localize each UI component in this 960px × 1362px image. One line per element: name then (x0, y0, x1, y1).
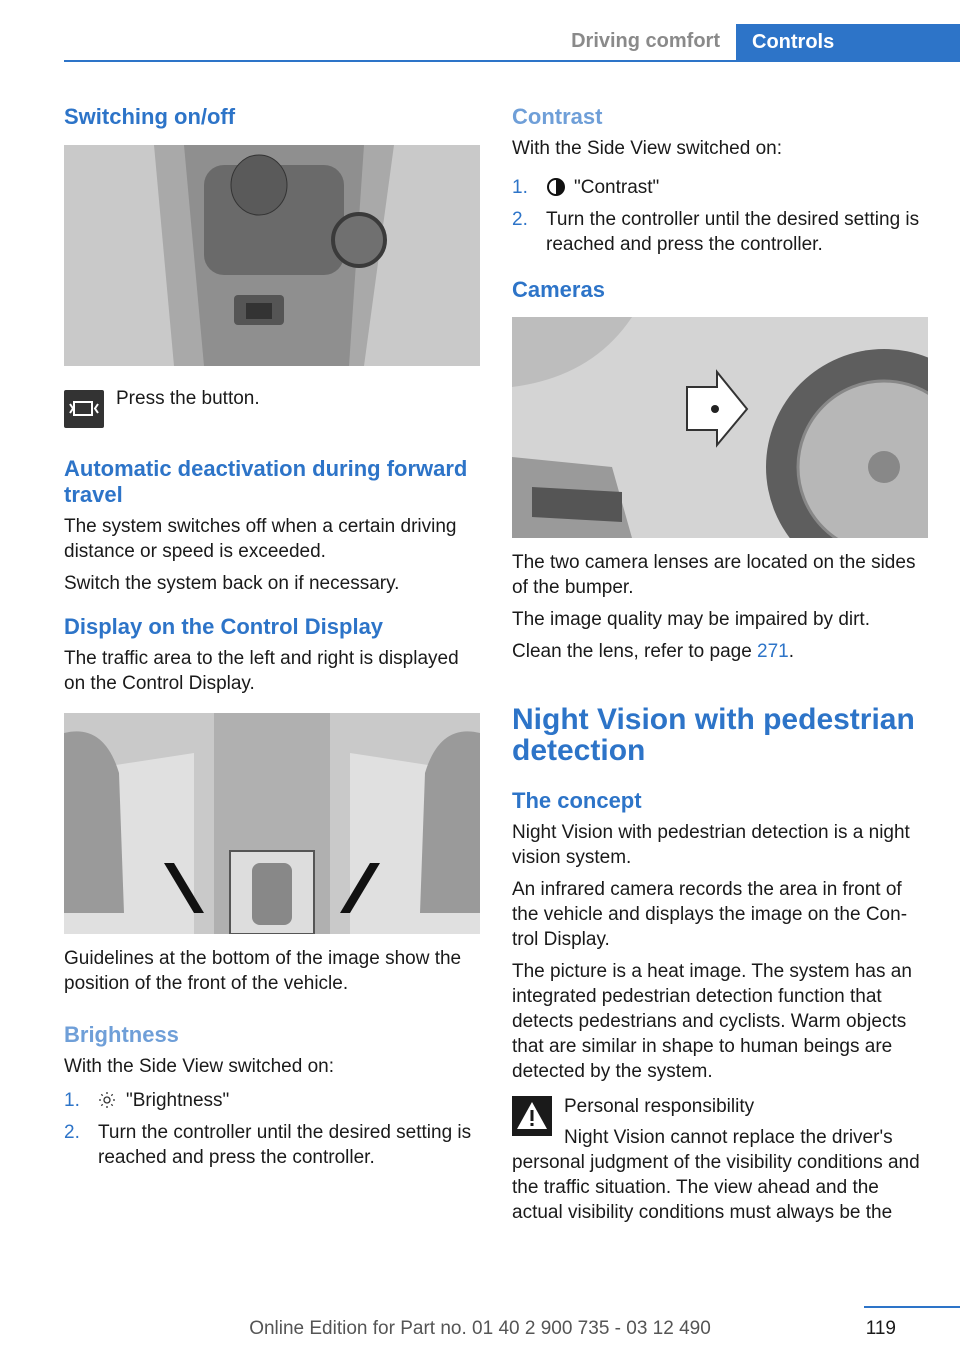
switching-heading: Switching on/off (64, 104, 236, 129)
camera-location-image (512, 317, 928, 538)
auto-p1: The system switches off when a certain driving distance or speed is exceeded. (64, 516, 457, 562)
brightness-heading: Brightness (64, 1022, 179, 1047)
display-heading: Display on the Control Display (64, 614, 384, 639)
contrast-heading: Contrast (512, 104, 603, 129)
contrast-icon (546, 175, 574, 200)
concept-p2: An infrared camera records the area in front of the vehicle and displays the image on the Con-trol Display. (512, 879, 908, 950)
press-button-text: Press the button. (116, 388, 260, 409)
contrast-step-1: 1. "Contrast" (512, 177, 660, 198)
console-image (64, 145, 480, 366)
brightness-step-1: 1. "Brightness" (64, 1090, 230, 1111)
display-p1: The traffic area to the left and right is displayed on the Control Display. (64, 648, 459, 694)
brightness-step-2: 2. Turn the controller until the desired setting is reached and press the controller. (64, 1122, 472, 1168)
brightness-intro: With the Side View switched on: (64, 1056, 335, 1077)
warning-block (512, 1094, 928, 1225)
footer-rule (864, 1306, 960, 1308)
concept-p1: Night Vision with pedestrian detection is a night vision system. (512, 822, 910, 868)
concept-heading: The concept (512, 788, 642, 813)
brightness-steps (64, 1088, 480, 1170)
cameras-heading: Cameras (512, 277, 605, 302)
side-view-display-image (64, 713, 480, 934)
warning-text-1: Night Vision cannot replace the driver's (564, 1127, 893, 1148)
header-tab-controls[interactable]: Controls (736, 24, 960, 62)
header-section: Driving comfort (571, 30, 720, 52)
sun-icon (98, 1088, 126, 1113)
warning-text-2: personal judgment of the visibility conditions and the traffic situation. The view ahead and the actual visibility conditions must always be the (512, 1152, 920, 1223)
auto-deactivation-heading: Automatic deactivation during forward travel (64, 456, 468, 507)
page-271-link[interactable]: 271 (757, 641, 789, 662)
night-vision-heading: Night Vision with pedestrian detection (512, 703, 915, 767)
press-button-row (64, 386, 480, 428)
cameras-p2: The image quality may be impaired by dirt. (512, 609, 870, 630)
contrast-step-2: 2. Turn the controller until the desired setting is reached and press the controller. (512, 209, 920, 255)
left-column (64, 100, 480, 1170)
contrast-steps (512, 175, 928, 257)
warning-title: Personal responsibility (564, 1096, 755, 1117)
auto-p2: Switch the system back on if necessary. (64, 573, 400, 594)
side-view-button-icon (64, 390, 104, 428)
cameras-p3: Clean the lens, refer to page 271. (512, 641, 795, 662)
contrast-intro: With the Side View switched on: (512, 138, 783, 159)
page-number: 119 (865, 1318, 896, 1339)
warning-icon (512, 1096, 552, 1136)
cameras-p1: The two camera lenses are located on the sides of the bumper. (512, 552, 916, 598)
footer-edition: Online Edition for Part no. 01 40 2 900 735 - 03 12 490 (249, 1318, 711, 1339)
concept-p3: The picture is a heat image. The system has an integrated pedestrian detection function that detects pedestrians and cyclists. Warm objects that are similar in shape to human beings are detected by the system. (512, 961, 912, 1082)
right-column (512, 100, 928, 1225)
guidelines-p: Guidelines at the bottom of the image show the position of the front of the vehicle. (64, 948, 462, 994)
